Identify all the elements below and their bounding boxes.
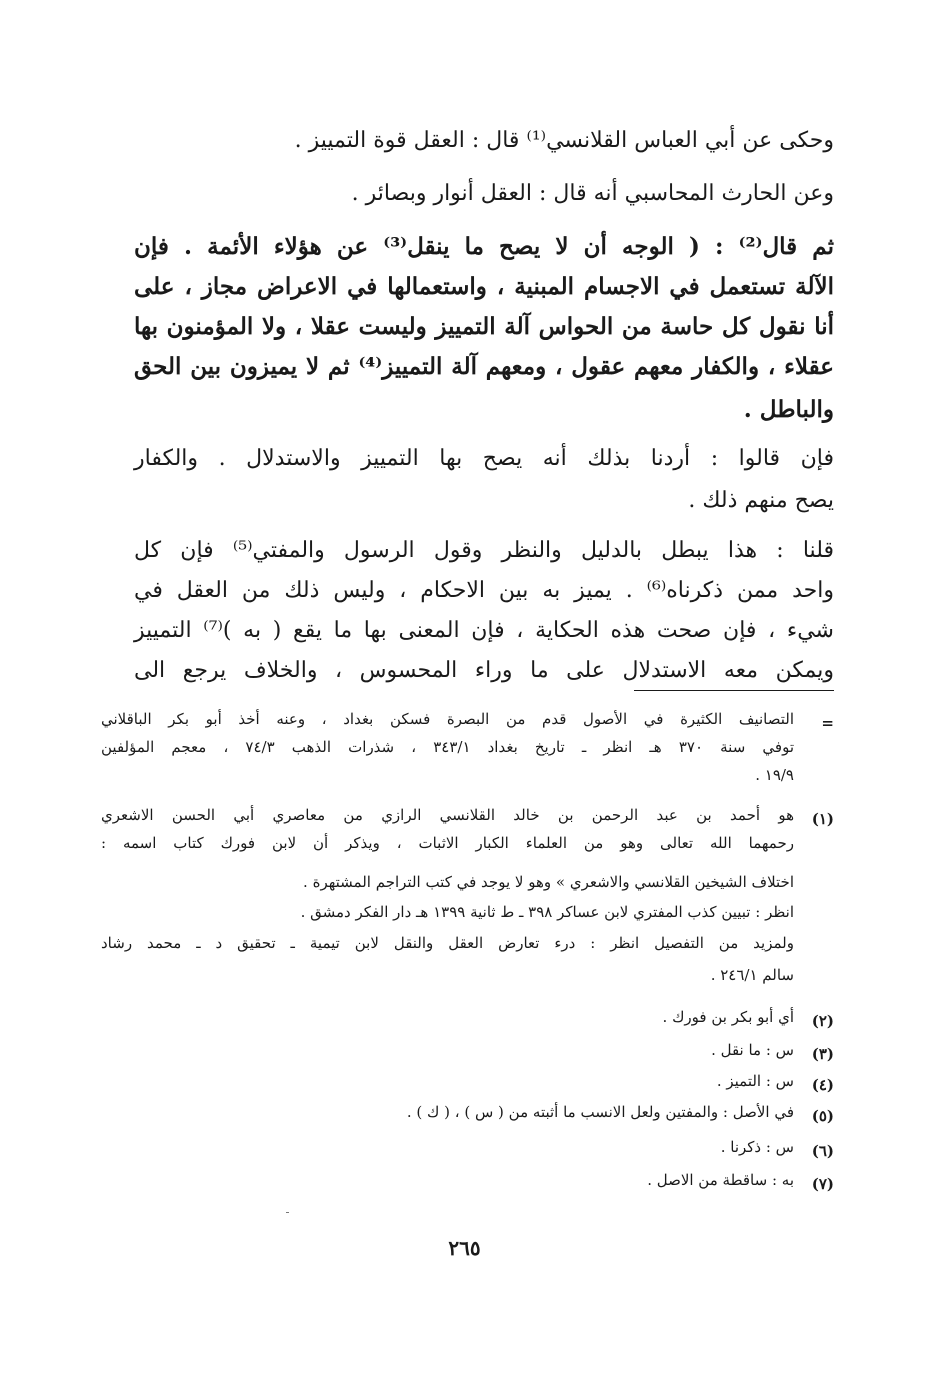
body-line: ثم قال⁽²⁾ : ( الوجه أن لا يصح ما ينقل⁽³⁾ عن هؤلاء الأئمة . فإن [134, 233, 835, 260]
body-line: ويمكن معه الاستدلال على ما وراء المحسوس ، والخلاف يرجع الى [134, 658, 834, 683]
footnote-line: التصانيف الكثيرة في الأصول قدم من البصرة فسكن بغداد ، وعنه أخذ أبو بكر الباقلاني [101, 710, 794, 728]
footnote-number: (٣) [811, 1045, 834, 1063]
body-line: الآلة تستعمل في الاجسام المبنية ، واستعمالها في الاعراض مجاز ، على [134, 273, 834, 300]
body-line: وحكى عن أبي العباس القلانسي⁽¹⁾ قال : العقل قوة التمييز . [294, 128, 834, 153]
footnote-line: توفي سنة ٣٧٠ هـ انظر ـ تاريخ بغداد ٣٤٣/١ ، شذرات الذهب ٧٤/٣ ، معجم المؤلفين [101, 738, 794, 756]
body-line: واحد ممن ذكرناه⁽⁶⁾ . يميز به بين الاحكام ، وليس ذلك من العقل في [134, 578, 834, 603]
footnote-number: (٦) [811, 1142, 834, 1160]
footnote-line: به : ساقطة من الاصل . [647, 1171, 794, 1189]
scan-speck [286, 1212, 289, 1213]
footnote-line: س : ذكرنا . [720, 1138, 794, 1156]
body-line: شيء ، فإن صحت هذه الحكاية ، فإن المعنى بها ما يقع ( به )⁽⁷⁾ التمييز [134, 618, 834, 643]
footnote-number: (٢) [811, 1012, 834, 1030]
footnote-line: في الأصل : والمفتين ولعل الانسب ما أثبته من ( س ) ، ( ك ) . [406, 1103, 794, 1121]
footnote-line: هو أحمد بن عبد الرحمن بن خالد القلانسي الرازي من معاصري أبي الحسن الاشعري [101, 806, 794, 824]
body-line: أنا نقول كل حاسة من الحواس آلة التمييز وليست عقلا ، ولا المؤمنون بها [134, 313, 834, 340]
footnote-number: (٧) [811, 1175, 834, 1193]
footnote-line: أي أبو بكر بن فورك . [662, 1008, 794, 1026]
footnote-line: ولمزيد من التفصيل انظر : درء تعارض العقل والنقل لابن تيمية ـ تحقيق د ـ محمد رشاد [101, 934, 794, 952]
footnote-number: (٤) [811, 1076, 834, 1094]
page-number: ٢٦٥ [448, 1236, 481, 1260]
body-line: قلنا : هذا يبطل بالدليل والنظر وقول الرسول والمفتي⁽⁵⁾ فإن كل [134, 538, 834, 563]
footnote-line: ١٩/٩ . [755, 766, 794, 784]
footnote-line: س : التميز . [716, 1072, 794, 1090]
footnote-line: رحمهما الله تعالى وهو من العلماء الكبار الاثبات ، ويذكر أن لابن فورك كتاب اسمه : [101, 834, 794, 852]
footnote-line: س : ما نقل . [711, 1041, 794, 1059]
footnote-continuation-marker: = [821, 714, 834, 732]
body-line: والباطل . [743, 396, 834, 423]
footnote-number: (١) [811, 810, 834, 828]
footnote-line: انظر : تبيين كذب المفتري لابن عساكر ٣٩٨ ـ ط ثانية ١٣٩٩ هـ دار الفكر دمشق . [300, 903, 794, 921]
body-line: يصح منهم ذلك . [688, 488, 834, 513]
body-line: وعن الحارث المحاسبي أنه قال : العقل أنوار وبصائر . [351, 181, 834, 206]
footnote-line: سالم ٢٤٦/١ . [710, 966, 794, 984]
body-line: فإن قالوا : أردنا بذلك أنه يصح بها التمييز والاستدلال . والكفار [134, 446, 834, 471]
footnote-line: اختلاف الشيخين القلانسي والاشعري » وهو لا يوجد في كتب التراجم المشتهرة . [303, 873, 794, 891]
footnote-separator [634, 690, 834, 691]
footnote-number: (٥) [811, 1107, 834, 1125]
body-line: عقلاء ، والكفار معهم عقول ، ومعهم آلة التمييز⁽⁴⁾ ثم لا يميزون بين الحق [134, 353, 834, 380]
